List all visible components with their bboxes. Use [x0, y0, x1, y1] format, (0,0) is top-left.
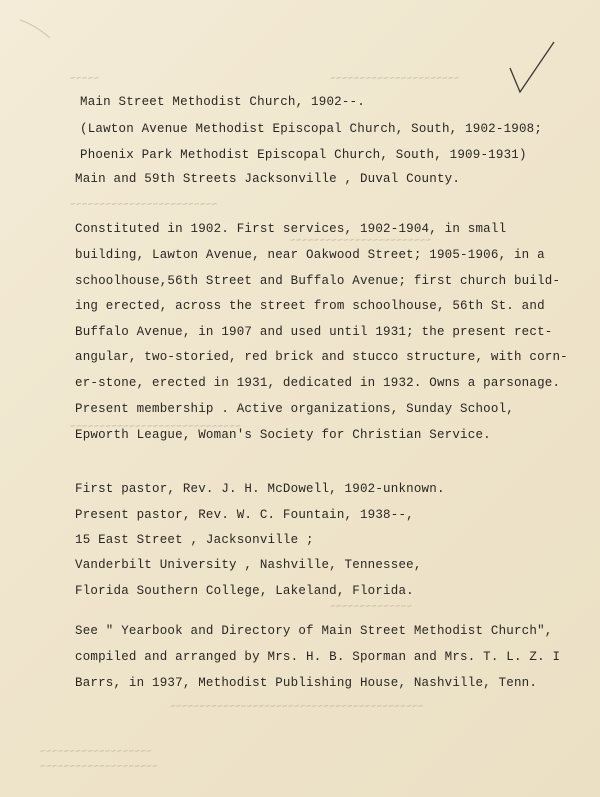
pastor-line: Vanderbilt University , Nashville, Tennessee, — [75, 558, 422, 572]
show-through-mark: ~~~~~~~~~~~~~~~~~~~~~~~~~~~~~ — [70, 420, 242, 430]
pastor-line: 15 East Street , Jacksonville ; — [75, 533, 314, 547]
history-line: Epworth League, Woman's Society for Christian Service. — [75, 428, 491, 442]
church-title: Main Street Methodist Church, 1902--. — [80, 95, 365, 109]
show-through-mark: ~~~~~~~~~~~~~~~~~~~~~~~~~ — [70, 198, 218, 208]
pastor-line: Florida Southern College, Lakeland, Florida. — [75, 584, 414, 598]
show-through-mark: ~~~~~~~~~~~~~~~~~~~~ — [40, 760, 159, 770]
history-line: er-stone, erected in 1931, dedicated in 1932. Owns a parsonage. — [75, 376, 561, 390]
reference-line: compiled and arranged by Mrs. H. B. Sporman and Mrs. T. L. Z. I — [75, 650, 561, 664]
corner-fold-mark — [0, 0, 60, 40]
former-name-line: Phoenix Park Methodist Episcopal Church, South, 1909-1931) — [80, 148, 527, 162]
history-line: ing erected, across the street from schoolhouse, 56th St. and — [75, 299, 545, 313]
church-location: Main and 59th Streets Jacksonville , Duval County. — [75, 172, 461, 186]
show-through-mark: ~~~~~~~~~~~~~~~~~~~ — [40, 745, 153, 755]
history-line: Present membership . Active organizations, Sunday School, — [75, 402, 514, 416]
history-line: Buffalo Avenue, in 1907 and used until 1931; the present rect- — [75, 325, 553, 339]
show-through-mark: ~~~~~~~~~~~~~~ — [330, 600, 413, 610]
reference-line: Barrs, in 1937, Methodist Publishing House, Nashville, Tenn. — [75, 676, 538, 690]
history-line: schoolhouse,56th Street and Buffalo Avenue; first church build- — [75, 274, 561, 288]
show-through-mark: ~~~~~~~~~~~~~~~~~~~~~~~~~~~~~~~~~~~~~~~~~~~ — [170, 700, 424, 710]
pastor-line: Present pastor, Rev. W. C. Fountain, 1938--, — [75, 508, 414, 522]
show-through-mark: ~~~~~~~~~~~~~~~~~~~~~~~~ — [290, 234, 432, 244]
history-line: Constituted in 1902. First services, 1902-1904, in small — [75, 222, 507, 236]
pencil-check-mark — [508, 40, 558, 100]
pastor-line: First pastor, Rev. J. H. McDowell, 1902-unknown. — [75, 482, 445, 496]
show-through-mark: ~~~~~ — [70, 72, 100, 82]
former-name-line: (Lawton Avenue Methodist Episcopal Church, South, 1902-1908; — [80, 122, 543, 136]
reference-line: See " Yearbook and Directory of Main Street Methodist Church", — [75, 624, 553, 638]
history-line: building, Lawton Avenue, near Oakwood Street; 1905-1906, in a — [75, 248, 545, 262]
show-through-mark: ~~~~~~~~~~~~~~~~~~~~~~ — [330, 72, 460, 82]
history-line: angular, two-storied, red brick and stucco structure, with corn- — [75, 350, 568, 364]
